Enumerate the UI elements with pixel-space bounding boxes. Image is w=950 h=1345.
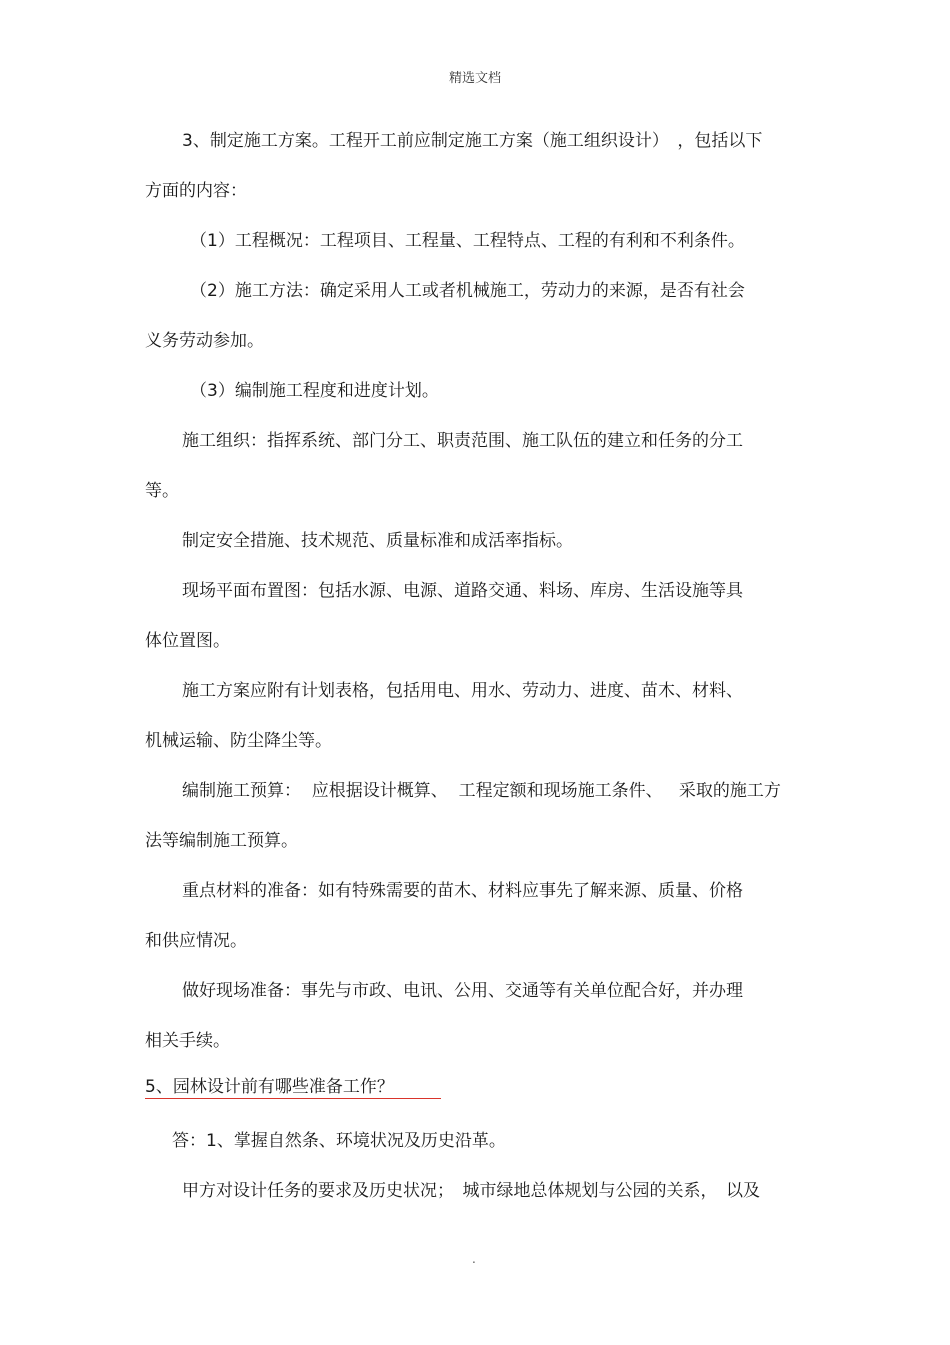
paragraph-line: 甲方对设计任务的要求及历史状况； 城市绿地总体规划与公园的关系， 以及	[182, 1181, 760, 1201]
paragraph-line: 施工组织：指挥系统、部门分工、职责范围、施工队伍的建立和任务的分工	[182, 431, 743, 451]
paragraph-line: 制定安全措施、技术规范、质量标准和成活率指标。	[182, 531, 573, 551]
paragraph-line: （1）工程概况：工程项目、工程量、工程特点、工程的有利和不利条件。	[190, 231, 745, 251]
paragraph-line: 施工方案应附有计划表格，包括用电、用水、劳动力、进度、苗木、材料、	[182, 681, 743, 701]
paragraph-line: 编制施工预算： 应根据设计概算、 工程定额和现场施工条件、 采取的施工方	[182, 781, 781, 801]
paragraph-line: 相关手续。	[145, 1031, 230, 1051]
paragraph-line: （2）施工方法：确定采用人工或者机械施工，劳动力的来源，是否有社会	[190, 281, 745, 301]
question-underline	[145, 1098, 441, 1099]
paragraph-line: 机械运输、防尘降尘等。	[145, 731, 332, 751]
paragraph-line: 3、制定施工方案。工程开工前应制定施工方案（施工组织设计） ，包括以下	[182, 131, 763, 151]
paragraph-line: 和供应情况。	[145, 931, 247, 951]
page-header: 精选文档	[448, 71, 501, 86]
paragraph-line: 重点材料的准备：如有特殊需要的苗木、材料应事先了解来源、质量、价格	[182, 881, 743, 901]
paragraph-line: （3）编制施工程度和进度计划。	[190, 381, 439, 401]
paragraph-line: 法等编制施工预算。	[145, 831, 298, 851]
paragraph-line: 体位置图。	[145, 631, 230, 651]
paragraph-line: 等。	[145, 481, 179, 501]
paragraph-line: 做好现场准备：事先与市政、电讯、公用、交通等有关单位配合好，并办理	[182, 981, 743, 1001]
paragraph-line: 现场平面布置图：包括水源、电源、道路交通、料场、库房、生活设施等具	[182, 581, 743, 601]
page-footer: .	[472, 1252, 476, 1266]
paragraph-line: 义务劳动参加。	[145, 331, 264, 351]
paragraph-line: 方面的内容：	[145, 181, 247, 201]
question-heading: 5、园林设计前有哪些准备工作？	[145, 1077, 394, 1097]
answer-line: 答：1、掌握自然条、环境状况及历史沿革。	[172, 1131, 506, 1151]
